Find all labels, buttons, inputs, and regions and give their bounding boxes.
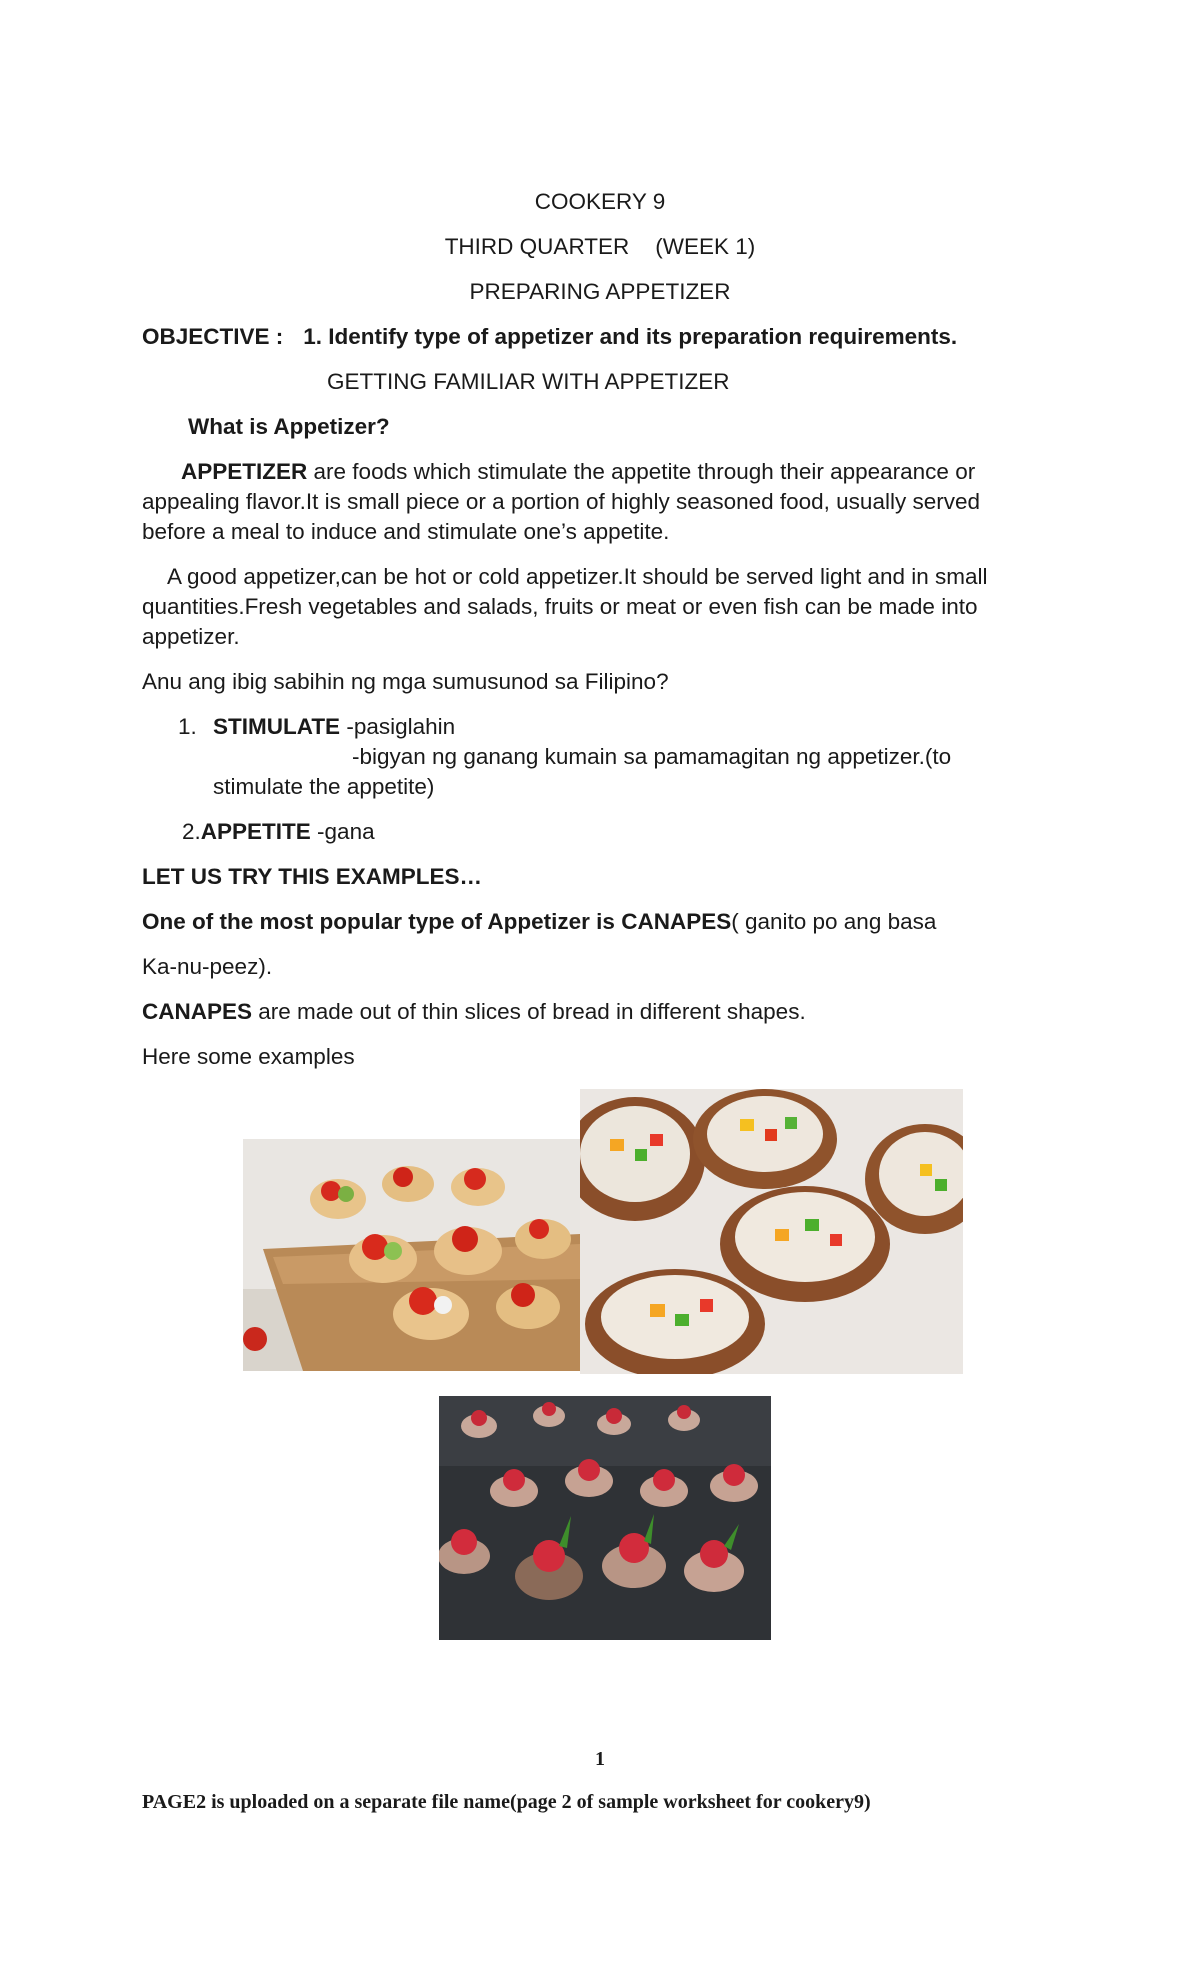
appetizer-term: APPETIZER	[181, 459, 308, 484]
stimulate-term: STIMULATE	[213, 714, 341, 739]
quarter-line	[0, 232, 1200, 262]
definition-1: STIMULATE -pasiglahin	[213, 714, 456, 739]
definition-2: 2.APPETITE -gana	[182, 819, 375, 844]
definition-number-1: 1.	[178, 714, 197, 739]
definition-number-2: 2.	[182, 819, 201, 844]
canapes-pronunciation-2: Ka-nu-peez).	[142, 954, 273, 979]
appetite-term: APPETITE	[200, 819, 311, 844]
canapes-term: CANAPES	[142, 999, 253, 1024]
filipino-question: Anu ang ibig sabihin ng mga sumusunod sa Filipino?	[142, 669, 669, 694]
para1-line3: before a meal to induce and stimulate one’s appetite.	[142, 519, 670, 544]
section-title: GETTING FAMILIAR WITH APPETIZER	[327, 369, 730, 394]
objective-line	[142, 322, 957, 352]
para1-line1: APPETIZER are foods which stimulate the appetite through their appearance or	[181, 459, 976, 484]
definition-1-line2: -bigyan ng ganang kumain sa pamamagitan ng appetizer.(to	[352, 744, 952, 769]
objective-text: 1. Identify type of appetizer and its preparation requirements.	[303, 324, 958, 349]
para2-line3: appetizer.	[142, 624, 240, 649]
week-label: (WEEK 1)	[655, 234, 756, 259]
canapes-lead-line	[142, 907, 936, 937]
crostini-canapes-photo	[580, 1089, 963, 1374]
objective-label: OBJECTIVE :	[142, 324, 284, 349]
para2-line1: A good appetizer,can be hot or cold appetizer.It should be served light and in small	[167, 564, 988, 589]
para2-line2: quantities.Fresh vegetables and salads, fruits or meat or even fish can be made into	[142, 594, 978, 619]
raspberry-canapes-photo	[439, 1396, 771, 1640]
question-heading: What is Appetizer?	[188, 414, 390, 439]
page-number: 1	[595, 1748, 605, 1770]
examples-heading: LET US TRY THIS EXAMPLES…	[142, 864, 483, 889]
tart-canapes-photo	[243, 1139, 580, 1371]
para1-line2: appealing flavor.It is small piece or a portion of highly seasoned food, usually served	[142, 489, 980, 514]
canapes-pronunciation: ( ganito po ang basa	[731, 909, 937, 934]
topic-title: PREPARING APPETIZER	[469, 279, 731, 304]
definition-1-line3: stimulate the appetite)	[213, 774, 435, 799]
footer-note: PAGE2 is uploaded on a separate file name(page 2 of sample worksheet for cookery9)	[142, 1791, 871, 1813]
canapes-lead: One of the most popular type of Appetizer is CANAPES	[142, 909, 732, 934]
canapes-description: CANAPES are made out of thin slices of bread in different shapes.	[142, 999, 806, 1024]
examples-intro: Here some examples	[142, 1044, 355, 1069]
quarter-label: THIRD QUARTER	[444, 234, 630, 259]
subject-title: COOKERY 9	[534, 189, 666, 214]
